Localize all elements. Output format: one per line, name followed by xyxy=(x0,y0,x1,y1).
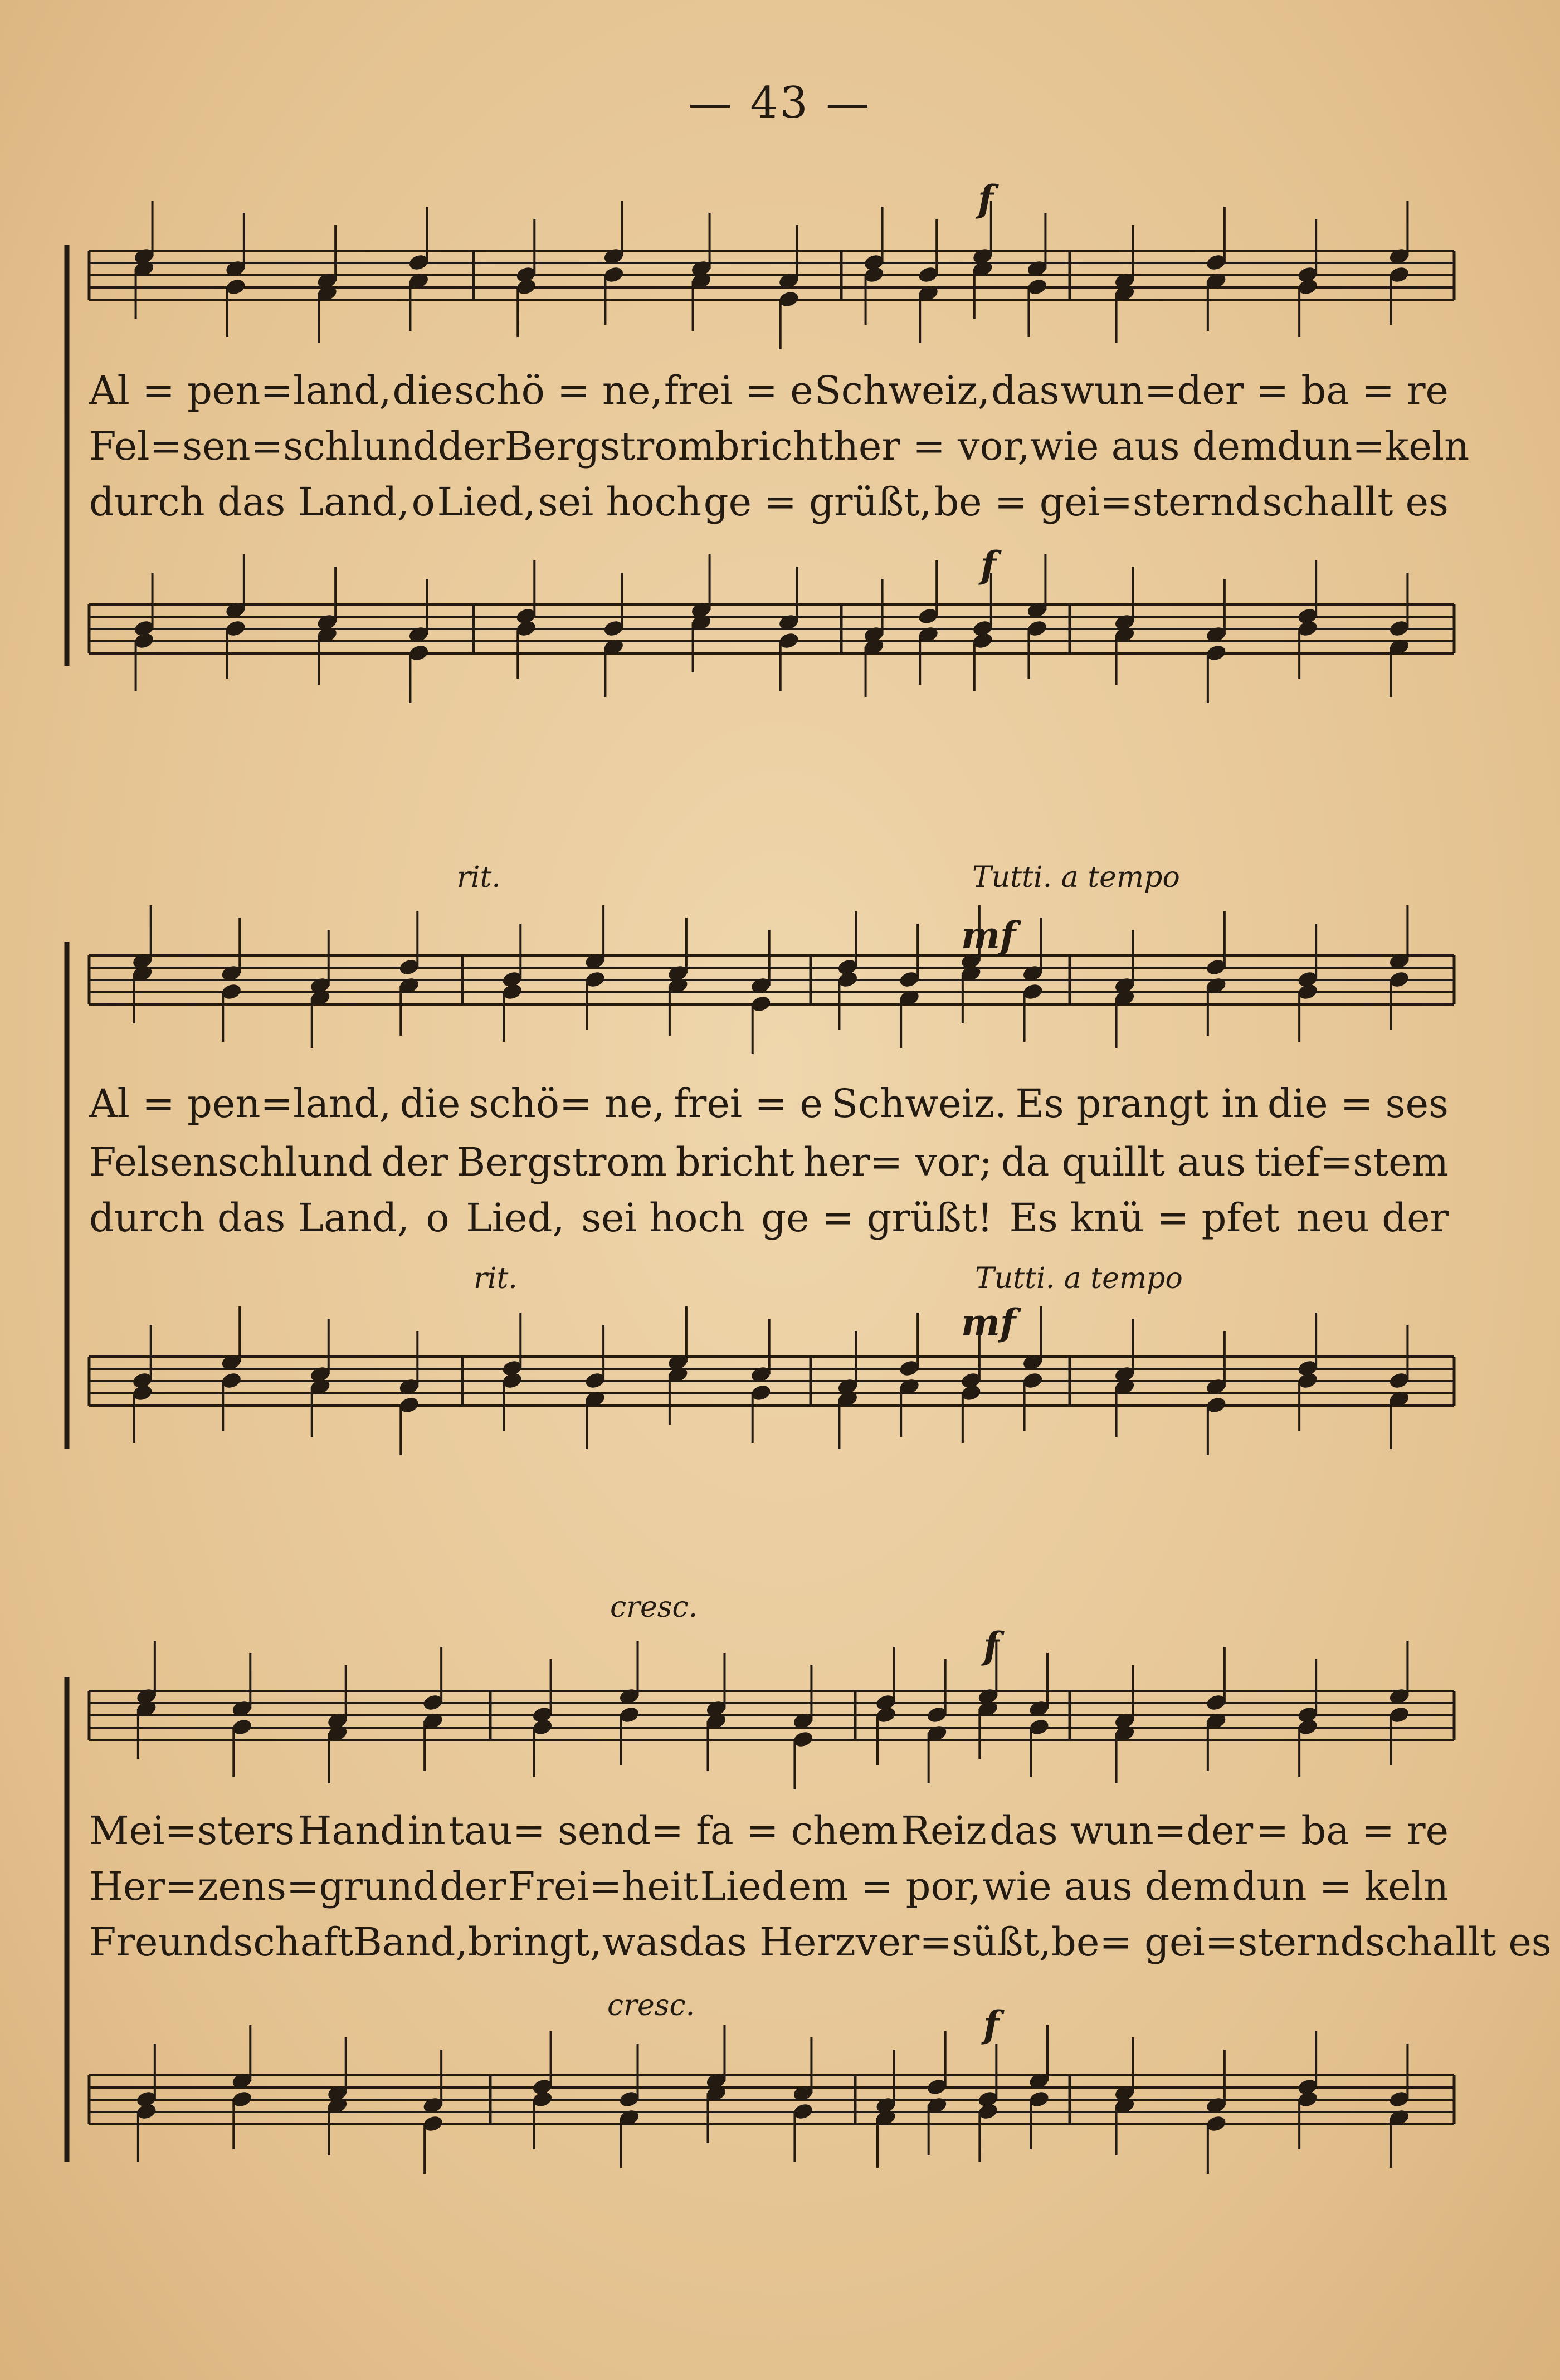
lyric-word: ge = grüßt, xyxy=(703,479,932,525)
dynamic-forte-lower: f xyxy=(983,2003,1000,2046)
lyric-verse-3 xyxy=(89,479,1449,525)
lyric-word: der xyxy=(437,423,505,469)
lyric-word: was xyxy=(602,1919,679,1965)
lyric-word: neu der xyxy=(1296,1195,1449,1241)
ritardando-lower: rit. xyxy=(474,1262,518,1295)
lyric-word: wie aus dem xyxy=(1030,423,1278,469)
lyric-word: tau= send= fa = chem xyxy=(448,1808,898,1854)
lyric-word: die = ses xyxy=(1267,1081,1449,1126)
lyric-word: ge = grüßt! xyxy=(761,1195,993,1241)
lyric-word: frei = e xyxy=(664,368,813,413)
dynamic-mf-upper: mf xyxy=(961,914,1016,957)
lyric-word: sei hoch xyxy=(581,1195,745,1241)
lyric-verse-3 xyxy=(89,1919,1552,1965)
lyric-verse-1 xyxy=(89,1808,1449,1854)
lyric-word: Hand xyxy=(298,1808,405,1854)
lyric-word: Schweiz. xyxy=(831,1081,1007,1126)
lyric-word: frei = e xyxy=(673,1081,823,1126)
tutti-a-tempo-lower: Tutti. a tempo xyxy=(975,1262,1183,1295)
lyric-word: ver=süßt, xyxy=(855,1919,1052,1965)
lyric-word: be = gei=sternd xyxy=(934,479,1260,525)
lyric-word: her= vor; xyxy=(803,1139,993,1185)
page-number: — 43 — xyxy=(688,78,872,128)
lyric-word: Frei=heit xyxy=(508,1864,699,1909)
dynamic-forte-upper: f xyxy=(983,1624,1000,1667)
tutti-a-tempo-upper: Tutti. a tempo xyxy=(972,861,1180,894)
dynamic-forte-upper: f xyxy=(978,177,994,221)
lyric-word: Mei=sters xyxy=(89,1808,295,1854)
lyric-word: Fel=sen=schlund xyxy=(89,423,438,469)
lyric-word: em = por, xyxy=(788,1864,981,1909)
lyric-word: in xyxy=(408,1808,446,1854)
lyric-word: der xyxy=(381,1139,448,1185)
lyric-word: der xyxy=(439,1864,506,1909)
lyric-word: schö= ne, xyxy=(469,1081,665,1126)
crescendo-upper: cresc. xyxy=(610,1591,698,1624)
lyric-word: Her=zens=grund xyxy=(89,1864,438,1909)
lyric-word: Felsenschlund xyxy=(89,1139,373,1185)
lyric-verse-2 xyxy=(89,1864,1449,1909)
lyric-word: das xyxy=(991,368,1060,413)
lyric-word: Bergstrom xyxy=(504,423,715,469)
crescendo-lower: cresc. xyxy=(607,1989,695,2022)
lyric-word: Al = pen=land, xyxy=(89,368,392,413)
dynamic-mf-lower: mf xyxy=(961,1301,1016,1344)
lyric-word: schallt es xyxy=(1365,1919,1552,1965)
lyric-word: durch das Land, xyxy=(89,1195,410,1241)
lyric-word: schallt es xyxy=(1262,479,1449,525)
lyric-word: Bergstrom xyxy=(456,1139,667,1185)
lyric-word: sei hoch xyxy=(538,479,702,525)
lyric-word: Schweiz, xyxy=(814,368,990,413)
lyric-word: her = vor, xyxy=(833,423,1030,469)
lyric-verse-1 xyxy=(89,368,1449,413)
lyric-verse-3 xyxy=(89,1195,1449,1241)
lyric-word: die xyxy=(399,1081,461,1126)
lyric-word: Reiz xyxy=(901,1808,987,1854)
lyric-verse-1 xyxy=(89,1081,1449,1126)
lyric-word: bringt, xyxy=(467,1919,602,1965)
lyric-word: Al = pen=land, xyxy=(89,1081,392,1126)
lyric-word: Lied xyxy=(700,1864,787,1909)
lyric-word: Es prangt in xyxy=(1015,1081,1259,1126)
lyric-word: Es knü = pfet xyxy=(1009,1195,1280,1241)
lyric-word: be= gei=sternd xyxy=(1051,1919,1366,1965)
lyric-word: das wun=der xyxy=(989,1808,1254,1854)
lyric-word: tief=stem xyxy=(1254,1139,1449,1185)
lyric-word: dun=keln xyxy=(1277,423,1470,469)
lyric-word: Lied, xyxy=(466,1195,565,1241)
lyric-word: das Herz xyxy=(679,1919,856,1965)
lyric-word: dun = keln xyxy=(1231,1864,1449,1909)
lyric-word: bricht xyxy=(714,423,833,469)
lyric-word: da quillt aus xyxy=(1001,1139,1246,1185)
lyric-word: o xyxy=(426,1195,450,1241)
lyric-word: bricht xyxy=(675,1139,794,1185)
lyric-word: wie aus dem xyxy=(982,1864,1230,1909)
lyric-word: schö = ne, xyxy=(454,368,663,413)
lyric-word: = ba = re xyxy=(1256,1808,1449,1854)
lyric-verse-2 xyxy=(89,423,1470,469)
dynamic-forte-lower: f xyxy=(981,543,997,587)
lyric-word: wun=der = ba = re xyxy=(1060,368,1449,413)
lyric-word: die xyxy=(392,368,454,413)
lyric-word: FreundschaftBand, xyxy=(89,1919,468,1965)
lyric-verse-2 xyxy=(89,1139,1449,1185)
lyric-word: durch das Land, xyxy=(89,479,410,525)
lyric-word: Lied, xyxy=(437,479,536,525)
ritardando-upper: rit. xyxy=(457,861,501,894)
lyric-word: o xyxy=(411,479,435,525)
